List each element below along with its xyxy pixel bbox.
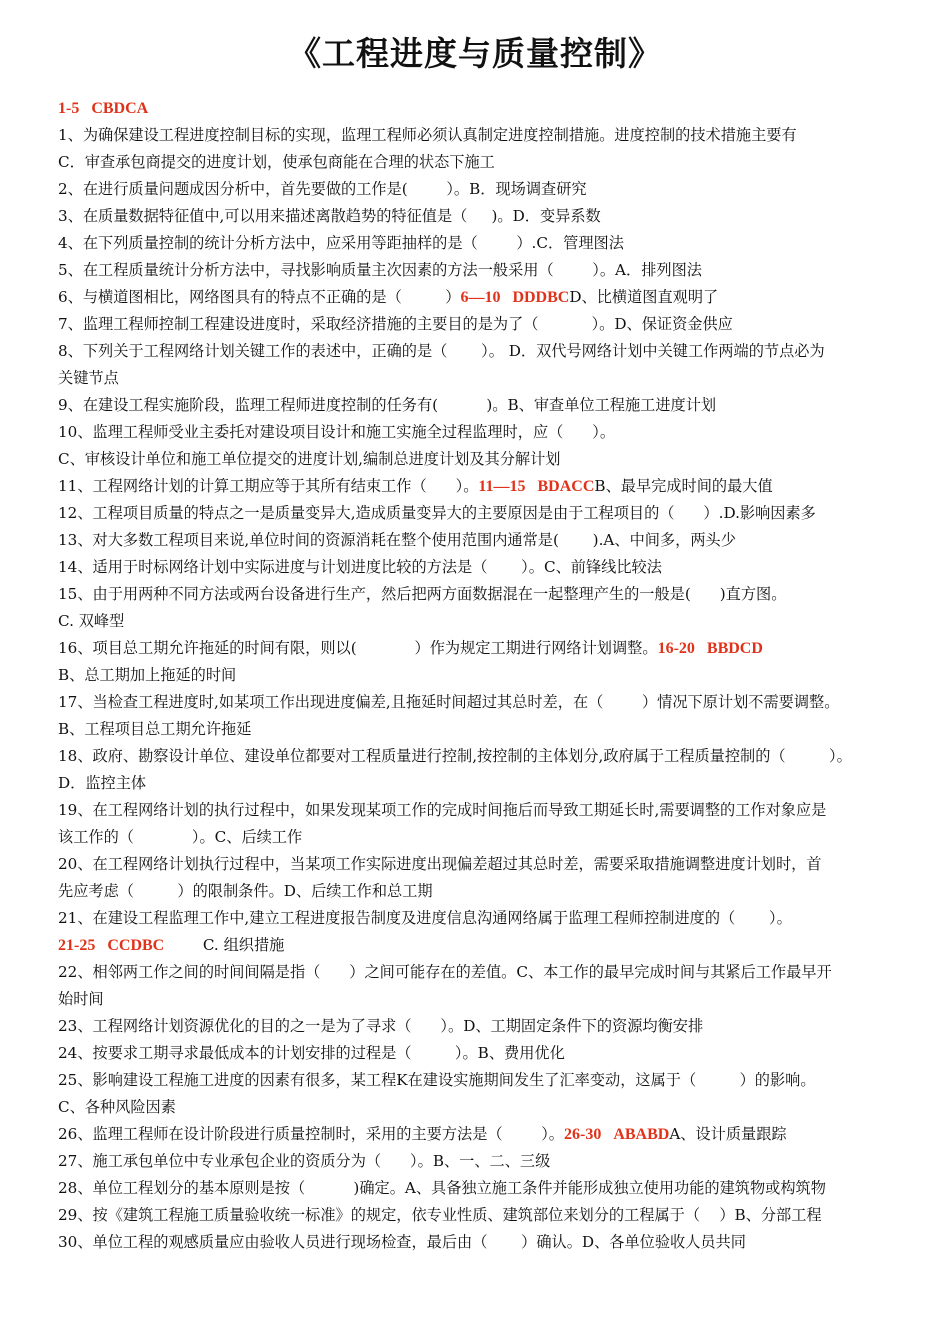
line-text: 29、按《建筑工程施工质量验收统一标准》的规定，依专业性质、建筑部位来划分的工程属于（ ）B、分部工程 [58,1206,822,1224]
line-text-after: B、最早完成时间的最大值 [594,477,773,495]
text-line [58,878,898,905]
text-line [58,932,898,959]
text-line [58,311,898,338]
answer-key: 21-25 CCDBC [58,937,165,954]
line-text: D．监控主体 [58,774,147,792]
text-line [58,608,898,635]
text-line [58,149,898,176]
text-line [58,635,898,662]
line-text-after: A、设计质量跟踪 [669,1125,787,1143]
line-text: 11、工程网络计划的计算工期应等于其所有结束工作（ ）。 [58,477,479,495]
text-line [58,905,898,932]
line-text: 17、当检查工程进度时,如某项工作出现进度偏差,且拖延时间超过其总时差，在（ ）情况下原计划不需要调整。 [58,693,840,711]
line-text: 19、在工程网络计划的执行过程中，如果发现某项工作的完成时间拖后而导致工期延长时,需要调整的工作对象应是 [58,801,827,819]
line-text: C、审核设计单位和施工单位提交的进度计划,编制总进度计划及其分解计划 [58,450,561,468]
text-line [58,122,898,149]
text-line [58,284,898,311]
text-line [58,1229,898,1256]
line-text: B、总工期加上拖延的时间 [58,666,237,684]
answer-key: 1-5 CBDCA [58,100,149,117]
answer-key: 26-30 ABABD [563,1126,670,1143]
line-text: 2、在进行质量问题成因分析中，首先要做的工作是( ）。B．现场调查研究 [58,180,587,198]
text-line [58,1121,898,1148]
text-line [58,419,898,446]
text-line [58,797,898,824]
text-line [58,689,898,716]
line-text: 7、监理工程师控制工程建设进度时，采取经济措施的主要目的是为了（ ）。D、保证资金供应 [58,315,733,333]
line-text: 21、在建设工程监理工作中,建立工程进度报告制度及进度信息沟通网络属于监理工程师控制进度的（ ）。 [58,909,792,927]
line-text: B、工程项目总工期允许拖延 [58,720,252,738]
line-text: 24、按要求工期寻求最低成本的计划安排的过程是（ ）。B、费用优化 [58,1044,565,1062]
line-text: 该工作的（ ）。C、后续工作 [58,828,303,846]
line-text: 关键节点 [58,369,119,387]
text-line [58,1040,898,1067]
line-text: 先应考虑（ ）的限制条件。D、后续工作和总工期 [58,882,433,900]
line-text: 18、政府、勘察设计单位、建设单位都要对工程质量进行控制,按控制的主体划分,政府属于工程质量控制的（ ）。 [58,747,852,765]
text-line [58,230,898,257]
answer-key: 11—15 BDACC [478,478,595,495]
line-text: 8、下列关于工程网络计划关键工作的表述中，正确的是（ ）。 D．双代号网络计划中关键工作两端的节点必为 [58,342,825,360]
text-line [58,338,898,365]
line-text: 26、监理工程师在设计阶段进行质量控制时，采用的主要方法是（ ）。 [58,1125,564,1143]
line-text: 10、监理工程师受业主委托对建设项目设计和施工实施全过程监理时，应（ ）。 [58,423,616,441]
line-text: C、各种风险因素 [58,1098,176,1116]
text-line [58,770,898,797]
text-line [58,365,898,392]
text-line [58,95,898,122]
text-line [58,1067,898,1094]
text-line [58,527,898,554]
text-line [58,1013,898,1040]
line-text: 25、影响建设工程施工进度的因素有很多，某工程K在建设实施期间发生了汇率变动，这属于（ ）的影响。 [58,1071,816,1089]
text-line [58,446,898,473]
text-line [58,1202,898,1229]
line-text: 28、单位工程划分的基本原则是按（ )确定。A、具备独立施工条件并能形成独立使用功能的建筑物或构筑物 [58,1179,826,1197]
line-text: 12、工程项目质量的特点之一是质量变异大,造成质量变异大的主要原因是由于工程项目的（ ）.D.影响因素多 [58,504,816,522]
line-text: 4、在下列质量控制的统计分析方法中，应采用等距抽样的是（ ）.C．管理图法 [58,234,624,252]
line-text: 16、项目总工期允许拖延的时间有限，则以( ）作为规定工期进行网络计划调整。 [58,639,658,657]
line-text: 20、在工程网络计划执行过程中，当某项工作实际进度出现偏差超过其总时差，需要采取措施调整进度计划时，首 [58,855,822,873]
answer-key: 16-20 BBDCD [657,640,763,657]
document-title: 《工程进度与质量控制》 [288,34,662,73]
text-line [58,473,898,500]
text-line [58,1094,898,1121]
line-text: 27、施工承包单位中专业承包企业的资质分为（ ）。B、一、二、三级 [58,1152,551,1170]
text-line [58,662,898,689]
line-text: 9、在建设工程实施阶段，监理工程师进度控制的任务有( )。B、审查单位工程施工进度计划 [58,396,717,414]
line-text: 始时间 [58,990,104,1008]
text-line [58,176,898,203]
text-line [58,959,898,986]
text-line [58,1175,898,1202]
text-line [58,257,898,284]
line-text-after: C. 组织措施 [164,936,285,954]
text-line [58,851,898,878]
text-line [58,203,898,230]
text-line [58,500,898,527]
line-text: 23、工程网络计划资源优化的目的之一是为了寻求（ ）。D、工期固定条件下的资源均衡安排 [58,1017,704,1035]
line-text: C. 双峰型 [58,612,125,630]
text-line [58,392,898,419]
line-text: 13、对大多数工程项目来说,单位时间的资源消耗在整个使用范围内通常是( ).A、中间多，两头少 [58,531,736,549]
text-line [58,1148,898,1175]
line-text: 3、在质量数据特征值中,可以用来描述离散趋势的特征值是（ )。D．变异系数 [58,207,601,225]
text-line [58,824,898,851]
text-line [58,716,898,743]
line-text: 1、为确保建设工程进度控制目标的实现，监理工程师必须认真制定进度控制措施。进度控制的技术措施主要有 [58,126,797,144]
line-text: 15、由于用两种不同方法或两台设备进行生产，然后把两方面数据混在一起整理产生的一般是( )直方图。 [58,585,787,603]
text-line [58,581,898,608]
line-text: 14、适用于时标网络计划中实际进度与计划进度比较的方法是（ ）。C、前锋线比较法 [58,558,662,576]
line-text: C．审查承包商提交的进度计划，使承包商能在合理的状态下施工 [58,153,495,171]
line-text: 5、在工程质量统计分析方法中，寻找影响质量主次因素的方法一般采用（ ）。A．排列图法 [58,261,702,279]
question-list [58,95,898,1256]
text-line [58,743,898,770]
line-text: 22、相邻两工作之间的时间间隔是指（ ）之间可能存在的差值。C、本工作的最早完成时间与其紧后工作最早开 [58,963,832,981]
line-text: 6、与横道图相比，网络图具有的特点不正确的是（ ） [58,288,461,306]
text-line [58,986,898,1013]
text-line [58,554,898,581]
answer-key: 6—10 DDDBC [460,289,570,306]
line-text-after: D、比横道图直观明了 [569,288,719,306]
line-text: 30、单位工程的观感质量应由验收人员进行现场检查，最后由（ ）确认。D、各单位验收人员共同 [58,1233,746,1251]
